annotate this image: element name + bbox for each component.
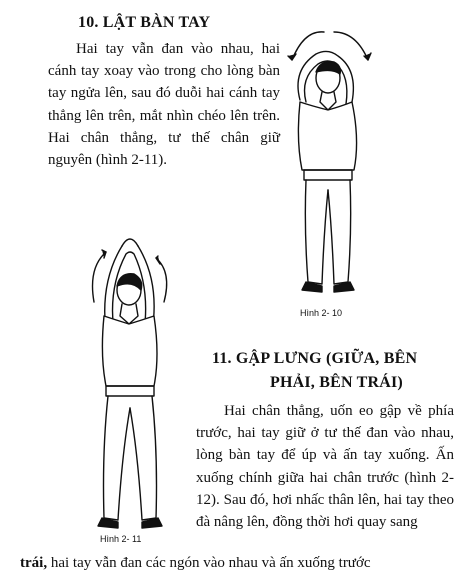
figure-2-10-caption: Hình 2- 10 [300, 308, 343, 318]
section-11-title-line2: PHẢI, BÊN TRÁI) [270, 374, 403, 391]
section-11-title-line1: 11. GẬP LƯNG (GIỮA, BÊN [212, 350, 418, 367]
continuation-line [20, 552, 460, 574]
figure-2-11 [72, 232, 187, 532]
section-10-title: 10. LẬT BÀN TAY [78, 14, 211, 31]
section-11-paragraph: Hai chân thẳng, uốn eo gập về phía trước, hai tay giữ ở tư thế đan vào nhau, lòng bàn tay để úp và ấn tay xuống. Ấn xuống chính giữa hai chân trước (hình 2-12). Sau đó, hơi nhấc thân lên, hai tay theo đà nâng lên, đồng thời hơi quay sang [196, 403, 454, 531]
continuation-bold-word: trái, [20, 555, 48, 571]
figure-2-11-caption: Hình 2- 11 [100, 534, 142, 544]
section-10-paragraph: Hai tay vẫn đan vào nhau, hai cánh tay xoay vào trong cho lòng bàn tay ngửa lên, sau đó duỗi hai cánh tay thẳng lên trên, mắt nhìn chéo lên trên. Hai chân thẳng, tư thế chân giữ nguyên (hình 2-11). [48, 41, 280, 169]
continuation-text: hai tay vẫn đan các ngón vào nhau và ấn xuống trước [47, 555, 371, 571]
figure-2-10 [272, 20, 382, 300]
